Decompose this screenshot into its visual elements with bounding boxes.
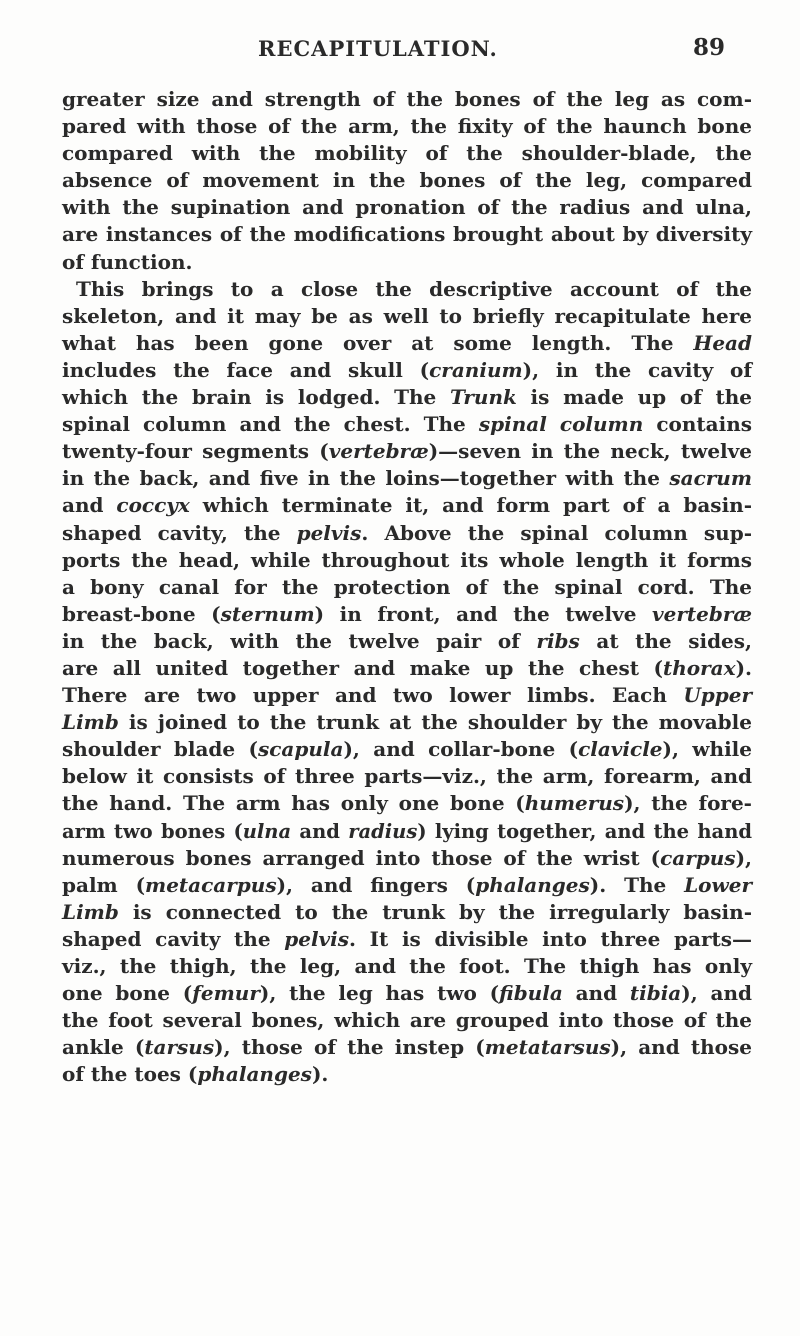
text-run: is connected to the trunk by the irregularly basin-	[118, 899, 752, 924]
text-run: in the back, and five in the loins—together with the	[62, 466, 670, 491]
text-line	[62, 790, 752, 817]
body-text	[62, 86, 752, 1088]
text-run: of function.	[62, 249, 193, 274]
text-run: which the brain is lodged. The	[62, 385, 450, 410]
text-line	[62, 845, 752, 872]
italic-term: radius	[348, 819, 418, 843]
text-run: ), and fingers (	[276, 872, 476, 897]
text-line	[62, 872, 752, 899]
text-run: and	[291, 819, 349, 843]
text-run: is made up of the	[516, 385, 752, 410]
text-run: twenty-four segments (	[62, 439, 329, 464]
text-line	[62, 520, 752, 547]
page-number: 89	[693, 34, 726, 61]
text-run: contains	[643, 412, 752, 437]
text-run: of the toes (	[62, 1062, 198, 1087]
text-line	[62, 140, 752, 167]
italic-term: phalanges	[475, 872, 590, 897]
text-line	[62, 221, 752, 248]
italic-term: ribs	[536, 628, 580, 653]
text-line	[62, 980, 752, 1007]
text-run: and	[62, 493, 117, 518]
text-run: ankle (	[62, 1035, 145, 1060]
text-line	[62, 682, 752, 709]
text-run: shaped cavity, the	[62, 520, 297, 545]
text-run: ), those of the instep (	[214, 1035, 485, 1060]
text-run: palm (	[62, 872, 146, 897]
text-line	[62, 411, 752, 438]
text-line	[62, 1034, 752, 1061]
text-line	[62, 492, 752, 519]
text-line	[62, 113, 752, 140]
italic-term: Trunk	[449, 385, 517, 410]
text-line	[62, 899, 752, 926]
text-run: pared with those of the arm, the fixity of the haunch bone	[62, 114, 752, 139]
text-run: ports the head, while throughout its whole length it forms	[62, 547, 752, 572]
text-run: a bony canal for the protection of the spinal cord. The	[62, 574, 752, 599]
text-run: spinal column and the chest. The	[62, 412, 479, 437]
text-run: numerous bones arranged into those of the wrist (	[62, 845, 661, 870]
text-run: one bone (	[62, 981, 193, 1006]
text-line	[62, 438, 752, 465]
text-run: and	[562, 981, 630, 1006]
italic-term: femur	[192, 981, 260, 1006]
text-line	[62, 655, 752, 682]
text-run: shoulder blade (	[62, 737, 258, 762]
text-line	[62, 330, 752, 357]
text-run: with the supination and pronation of the radius and ulna,	[62, 195, 752, 220]
text-run: )—seven in the neck, twelve	[428, 439, 752, 464]
italic-term: cranium	[429, 357, 523, 382]
text-line	[62, 384, 752, 411]
text-run: ),	[735, 845, 752, 870]
text-run: the hand. The arm has only one bone (	[62, 791, 525, 816]
text-run: absence of movement in the bones of the leg, compared	[62, 168, 752, 193]
italic-term: carpus	[660, 845, 736, 870]
text-run: the foot several bones, which are grouped into those of the	[62, 1008, 752, 1033]
text-line	[62, 574, 752, 601]
text-run: ), the fore-	[624, 791, 752, 816]
italic-term: Upper	[683, 683, 752, 708]
text-run: are instances of the modifications brought about by diversity	[62, 222, 752, 247]
text-run: ). The	[589, 872, 685, 897]
text-line	[62, 736, 752, 763]
text-run: includes the face and skull (	[62, 357, 430, 382]
text-line	[62, 1061, 752, 1088]
italic-term: vertebræ	[651, 601, 752, 626]
italic-term: pelvis	[284, 926, 350, 951]
text-run: greater size and strength of the bones of the leg as com-	[62, 87, 752, 111]
italic-term: humerus	[524, 791, 625, 816]
italic-term: thorax	[663, 655, 736, 680]
text-run: ).	[735, 655, 752, 680]
text-line	[62, 86, 752, 113]
text-run: . It is divisible into three parts—	[349, 926, 752, 951]
text-run: compared with the mobility of the shoulder-blade, the	[62, 141, 752, 166]
italic-term: scapula	[257, 737, 344, 762]
italic-term: fibula	[499, 981, 563, 1006]
running-head: RECAPITULATION.	[258, 36, 498, 61]
italic-term: ulna	[242, 819, 292, 843]
text-run: ).	[311, 1062, 329, 1087]
italic-term: Head	[693, 330, 752, 355]
text-line	[62, 357, 752, 384]
text-line	[62, 1007, 752, 1034]
text-line	[62, 276, 752, 303]
text-line	[62, 465, 752, 492]
text-run: ), the leg has two (	[259, 981, 500, 1006]
text-run: skeleton, and it may be as well to briefly recapitulate here	[62, 303, 752, 328]
italic-term: Limb	[62, 899, 119, 924]
text-run: arm two bones (	[62, 819, 243, 843]
text-run: are all united together and make up the chest (	[62, 655, 664, 680]
italic-term: clavicle	[578, 737, 663, 762]
text-run: ), and	[681, 981, 752, 1006]
italic-term: coccyx	[116, 493, 190, 518]
text-run: ), in the cavity of	[522, 357, 753, 382]
italic-term: spinal column	[478, 412, 644, 437]
text-run: ), and those	[610, 1035, 752, 1060]
text-run: . Above the spinal column sup-	[361, 520, 752, 545]
text-line	[62, 926, 752, 953]
text-run: ) lying together, and the hand	[417, 819, 753, 843]
italic-term: metacarpus	[145, 872, 277, 897]
text-run: ), and collar-bone (	[343, 737, 579, 762]
text-line	[62, 167, 752, 194]
italic-term: tarsus	[144, 1035, 215, 1060]
text-run: shaped cavity the	[62, 926, 285, 951]
text-line	[62, 249, 752, 276]
text-line	[62, 547, 752, 574]
text-run: below it consists of three parts—viz., the arm, forearm, and	[62, 764, 752, 789]
text-run: This brings to a close the descriptive account of the	[76, 276, 752, 301]
text-line	[62, 194, 752, 221]
text-run: what has been gone over at some length. The	[62, 330, 694, 355]
text-line	[62, 709, 752, 736]
text-run: which terminate it, and form part of a basin-	[189, 493, 753, 518]
text-line	[62, 303, 752, 330]
text-run: breast-bone (	[62, 601, 221, 626]
text-run: is joined to the trunk at the shoulder by the movable	[118, 710, 752, 735]
italic-term: tibia	[629, 981, 682, 1006]
text-run: ), while	[662, 737, 752, 762]
text-line	[62, 818, 752, 845]
italic-term: Limb	[62, 710, 119, 735]
text-line	[62, 763, 752, 790]
italic-term: vertebræ	[328, 439, 429, 464]
italic-term: metatarsus	[484, 1035, 611, 1060]
text-line	[62, 628, 752, 655]
text-run: viz., the thigh, the leg, and the foot. The thigh has only	[62, 954, 752, 978]
text-run: ) in front, and the twelve	[314, 601, 652, 626]
text-line	[62, 953, 752, 980]
italic-term: Lower	[684, 872, 752, 897]
text-run: in the back, with the twelve pair of	[62, 628, 537, 653]
text-run: There are two upper and two lower limbs. Each	[62, 683, 684, 708]
italic-term: sternum	[220, 601, 315, 626]
italic-term: sacrum	[669, 466, 752, 491]
italic-term: pelvis	[296, 520, 362, 545]
text-run: at the sides,	[579, 628, 752, 653]
italic-term: phalanges	[197, 1062, 312, 1087]
text-line	[62, 601, 752, 628]
